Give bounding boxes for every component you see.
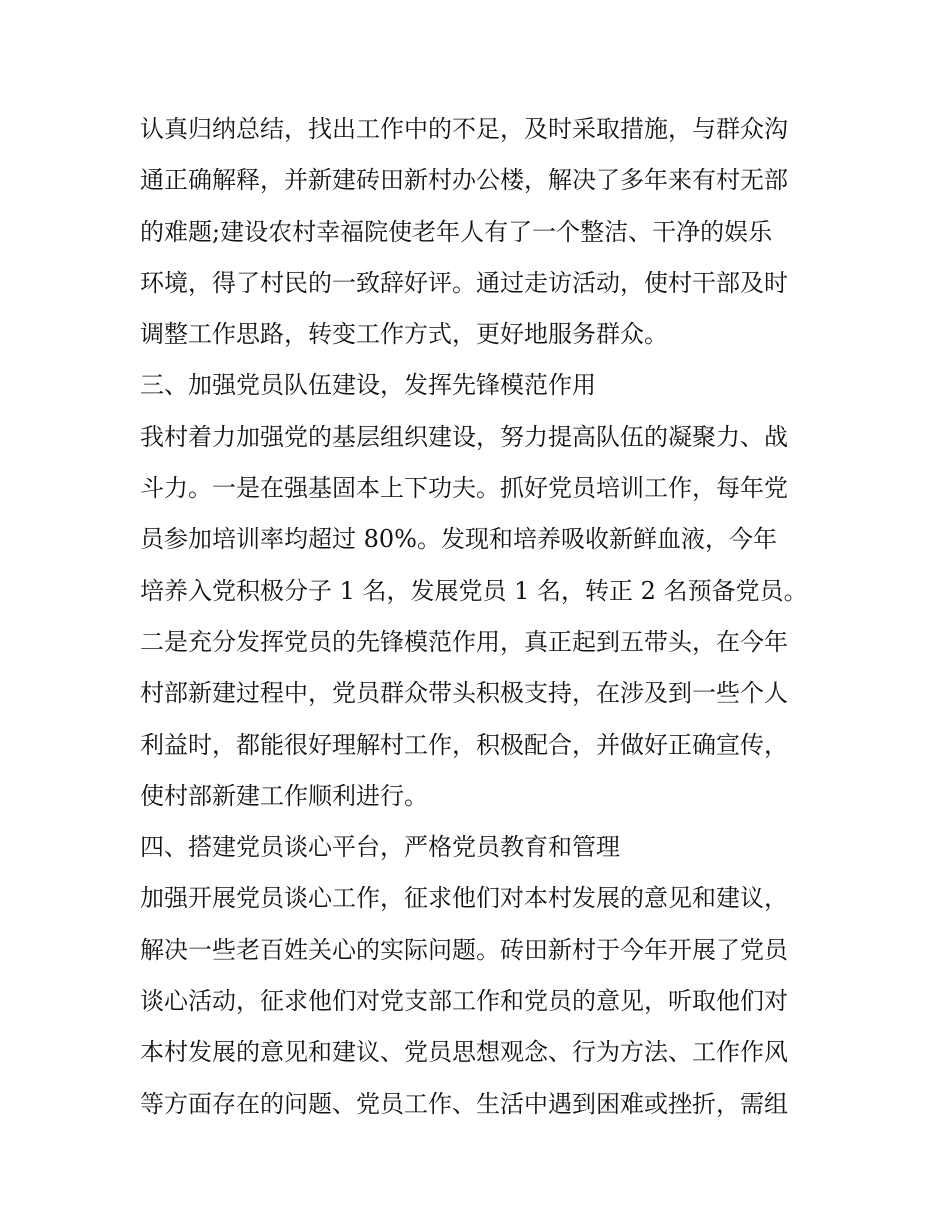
paragraph-line: 利益时，都能很好理解村工作，积极配合，并做好正确宣传， <box>140 730 788 759</box>
paragraph-line: 通正确解释，并新建砖田新村办公楼，解决了多年来有村无部 <box>140 166 788 195</box>
paragraph-line: 解决一些老百姓关心的实际问题。砖田新村于今年开展了党员 <box>140 935 788 964</box>
section-heading-4: 四、搭建党员谈心平台，严格党员教育和管理 <box>140 833 620 862</box>
paragraph-line: 我村着力加强党的基层组织建设，努力提高队伍的凝聚力、战 <box>140 422 788 451</box>
paragraph-line: 斗力。一是在强基固本上下功夫。抓好党员培训工作，每年党 <box>140 474 788 503</box>
paragraph-line: 村部新建过程中，党员群众带头积极支持，在涉及到一些个人 <box>140 679 788 708</box>
section-heading-3: 三、加强党员队伍建设，发挥先锋模范作用 <box>140 371 596 400</box>
paragraph-line: 员参加培训率均超过 80%。发现和培养吸收新鲜血液，今年 <box>140 525 777 554</box>
paragraph-line: 的难题;建设农村幸福院使老年人有了一个整洁、干净的娱乐 <box>140 217 773 246</box>
paragraph-line: 本村发展的意见和建议、党员思想观念、行为方法、工作作风 <box>140 1038 788 1067</box>
paragraph-line: 谈心活动，征求他们对党支部工作和党员的意见，听取他们对 <box>140 987 788 1016</box>
paragraph-line: 调整工作思路，转变工作方式，更好地服务群众。 <box>140 320 668 349</box>
paragraph-line: 认真归纳总结，找出工作中的不足，及时采取措施，与群众沟 <box>140 115 788 143</box>
paragraph-line: 等方面存在的问题、党员工作、生活中遇到困难或挫折，需组 <box>140 1089 788 1118</box>
paragraph-line: 二是充分发挥党员的先锋模范作用，真正起到五带头，在今年 <box>140 627 788 656</box>
paragraph-line: 加强开展党员谈心工作，征求他们对本村发展的意见和建议， <box>140 884 788 913</box>
document-body <box>140 104 820 1130</box>
paragraph-line: 环境，得了村民的一致辞好评。通过走访活动，使村干部及时 <box>140 268 788 297</box>
paragraph-line: 使村部新建工作顺利进行。 <box>140 781 428 810</box>
paragraph-line: 培养入党积极分子 1 名，发展党员 1 名，转正 2 名预备党员。 <box>140 576 808 605</box>
